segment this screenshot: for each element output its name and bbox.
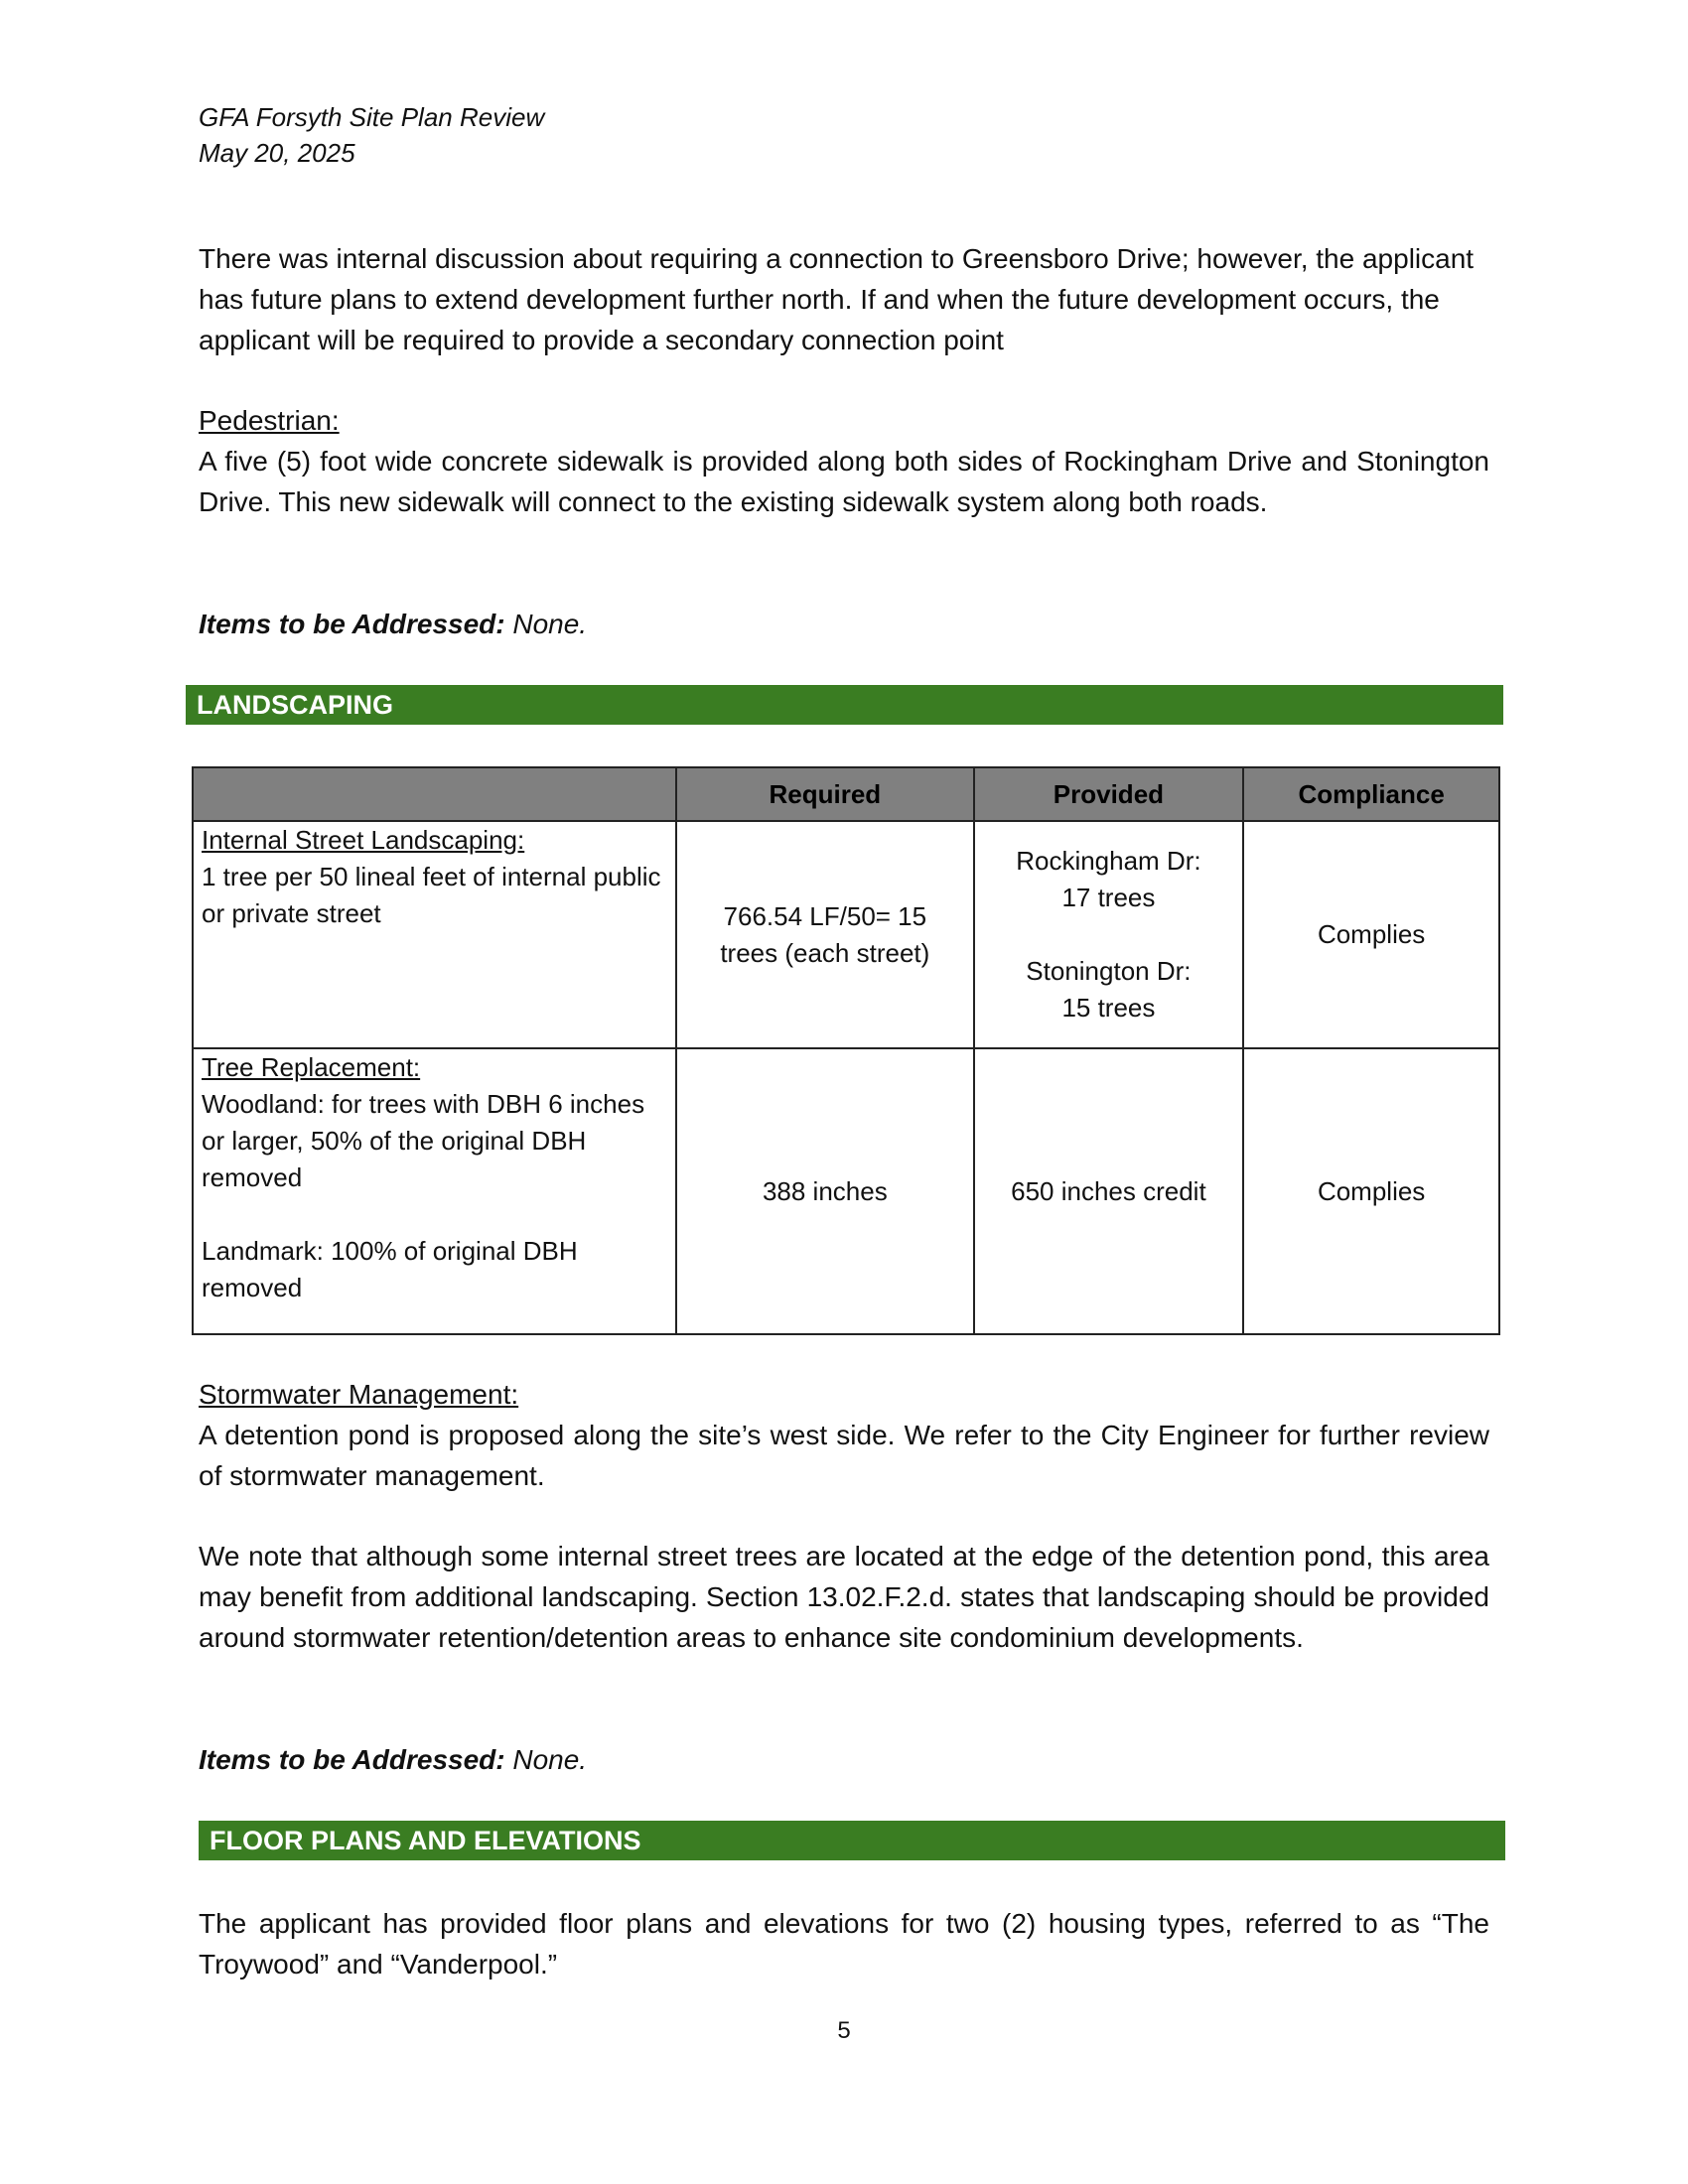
required-value: 766.54 LF/50= 15 — [723, 900, 927, 931]
intro-paragraph: There was internal discussion about requiring a connection to Greensboro Drive; however, the applicant has future plans to extend development further north. If and when the future development occurs, the applicant will be required to provide a secondary connection point — [199, 243, 1475, 355]
pedestrian-text: A five (5) foot wide concrete sidewalk is provided along both sides of Rockingham Drive and Stonington Drive. This new sidewalk will connect to the existing sidewalk system along both roads. — [199, 446, 1489, 517]
header-date: May 20, 2025 — [199, 138, 355, 168]
items-addressed-value: None. — [504, 609, 588, 639]
table-cell: 650 inches credit — [974, 1048, 1244, 1334]
floor-plans-paragraph: The applicant has provided floor plans and elevations for two (2) housing types, referred to as “The Troywood” and “Vanderpool.” — [199, 1908, 1489, 1979]
table-row — [193, 1048, 1499, 1334]
table-cell — [974, 821, 1244, 1048]
pedestrian-heading: Pedestrian: — [199, 405, 340, 436]
required-value: trees (each street) — [720, 937, 930, 968]
provided-value: 15 trees — [1061, 993, 1156, 1023]
row-description: Woodland: for trees with DBH 6 inches or larger, 50% of the original DBH removed — [202, 1089, 645, 1192]
provided-value: Stonington Dr: — [1026, 956, 1192, 986]
table-row — [193, 821, 1499, 1048]
row-title: Internal Street Landscaping: — [202, 825, 525, 855]
doc-header — [199, 99, 544, 171]
table-cell: Complies — [1243, 1048, 1499, 1334]
floor-plans-section-bar: FLOOR PLANS AND ELEVATIONS — [199, 1821, 1505, 1860]
row-title: Tree Replacement: — [202, 1052, 421, 1082]
row-description: 1 tree per 50 lineal feet of internal public or private street — [202, 862, 661, 928]
landscaping-table — [192, 766, 1500, 1335]
table-cell: Complies — [1243, 821, 1499, 1048]
table-cell — [193, 1048, 676, 1334]
items-addressed-1 — [199, 604, 1489, 644]
stormwater-text: A detention pond is proposed along the site’s west side. We refer to the City Engineer for further review of stormwater management. — [199, 1420, 1489, 1491]
items-addressed-label: Items to be Addressed: — [199, 1744, 505, 1775]
table-cell: 388 inches — [676, 1048, 974, 1334]
items-addressed-2 — [199, 1739, 1489, 1780]
table-header-cell: Provided — [974, 767, 1244, 821]
table-header-cell: Compliance — [1243, 767, 1499, 821]
row-description: Landmark: 100% of original DBH removed — [202, 1236, 578, 1302]
table-header-row — [193, 767, 1499, 821]
table-cell — [676, 821, 974, 1048]
page-number: 5 — [837, 2017, 851, 2044]
stormwater-heading: Stormwater Management: — [199, 1379, 519, 1410]
provided-value: 17 trees — [1061, 883, 1156, 912]
stormwater-section — [199, 1374, 1489, 1496]
table-header-cell: Required — [676, 767, 974, 821]
provided-value: Rockingham Dr: — [1016, 846, 1201, 876]
table-cell — [193, 821, 676, 1048]
landscaping-section-bar: LANDSCAPING — [186, 685, 1503, 725]
pedestrian-section — [199, 400, 1489, 522]
table-header-cell — [193, 767, 676, 821]
header-title: GFA Forsyth Site Plan Review — [199, 102, 545, 132]
items-addressed-label: Items to be Addressed: — [199, 609, 505, 639]
items-addressed-value: None. — [504, 1744, 588, 1775]
stormwater-paragraph-2: We note that although some internal street trees are located at the edge of the detention pond, this area may benefit from additional landscaping. Section 13.02.F.2.d. states that landscaping should be provided around stormwater retention/detention areas to enhance site condominium developments. — [199, 1541, 1489, 1653]
